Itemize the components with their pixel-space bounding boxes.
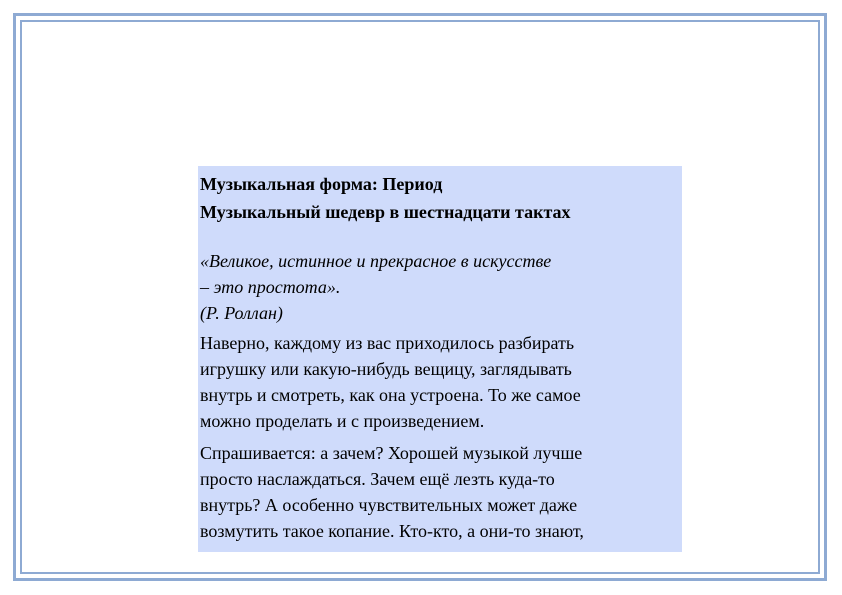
paragraph-line: возмутить такое копание. Кто-кто, а они-то знают,	[200, 521, 584, 541]
document-title: Музыкальная форма: Период	[200, 174, 443, 194]
paragraph-line: просто наслаждаться. Зачем ещё лезть куда-то	[200, 469, 555, 489]
paragraph-2	[200, 440, 680, 544]
paragraph-1	[200, 330, 680, 434]
spacer	[200, 226, 680, 248]
epigraph-quote	[200, 248, 680, 326]
text-box	[198, 166, 682, 552]
paragraph-line: игрушку или какую-нибудь вещицу, заглядывать	[200, 359, 572, 379]
quote-line: – это простота».	[200, 277, 341, 297]
quote-author: (Р. Роллан)	[200, 303, 283, 323]
paragraph-line: внутрь и смотреть, как она устроена. То же самое	[200, 385, 581, 405]
document-subtitle: Музыкальный шедевр в шестнадцати тактах	[200, 202, 571, 222]
paragraph-line: Спрашивается: а зачем? Хорошей музыкой лучше	[200, 443, 583, 463]
paragraph-line: можно проделать и с произведением.	[200, 411, 485, 431]
paragraph-line: внутрь? А особенно чувствительных может даже	[200, 495, 578, 515]
paragraph-line: Наверно, каждому из вас приходилось разбирать	[200, 333, 575, 353]
quote-line: «Великое, истинное и прекрасное в искусстве	[200, 251, 552, 271]
